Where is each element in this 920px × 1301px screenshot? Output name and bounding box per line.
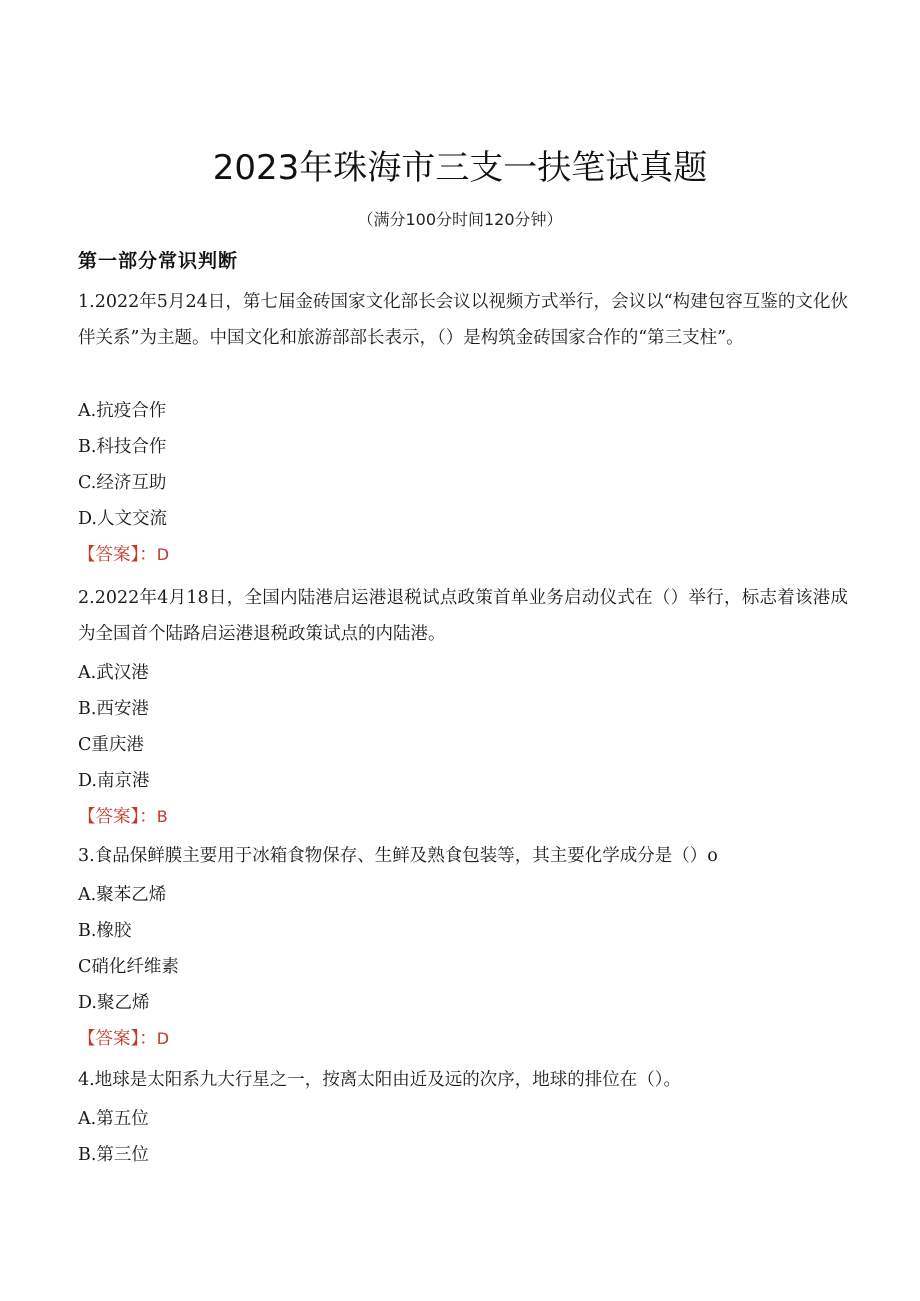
- answer-tag: 【答案】：: [78, 1029, 157, 1049]
- question-3-answer: [78, 1028, 169, 1050]
- question-1-answer: [78, 544, 169, 566]
- question-2-option-b: B.西安港: [78, 699, 149, 719]
- question-3-option-d: D.聚乙烯: [78, 993, 150, 1013]
- question-2-answer: [78, 806, 168, 828]
- question-1-option-c: C.经济互助: [78, 473, 167, 493]
- answer-value: D: [156, 545, 170, 564]
- question-4-option-b: B.第三位: [78, 1145, 149, 1165]
- question-3-option-b: B.橡胶: [78, 921, 132, 941]
- question-4-text: 4.地球是太阳系九大行星之一，按离太阳由近及远的次序，地球的排位在（）。: [78, 1070, 681, 1090]
- section-heading: 第一部分常识判断: [78, 250, 239, 272]
- question-4-option-a: A.第五位: [78, 1109, 149, 1129]
- question-1-text: 1.2022年5月24日，第七届金砖国家文化部长会议以视频方式举行，会议以“构建包容互鉴的文化伙伴关系”为主题。中国文化和旅游部部长表示，（）是构筑金砖国家合作的“第三支柱”。: [78, 292, 848, 348]
- answer-value: B: [156, 807, 168, 826]
- question-1-option-a: A.抗疫合作: [78, 401, 167, 421]
- document-subtitle: （满分100分时间120分钟）: [357, 210, 563, 229]
- answer-tag: 【答案】：: [78, 807, 157, 827]
- question-2-option-c: C重庆港: [78, 735, 144, 755]
- question-3-option-a: A.聚苯乙烯: [78, 885, 167, 905]
- question-2-text: 2.2022年4月18日，全国内陆港启运港退税试点政策首单业务启动仪式在（）举行，标志着该港成为全国首个陆路启运港退税政策试点的内陆港。: [78, 588, 848, 644]
- answer-value: D: [156, 1029, 170, 1048]
- question-3-option-c: C硝化纤维素: [78, 957, 179, 977]
- question-2-option-d: D.南京港: [78, 771, 150, 791]
- document-title: 2023年珠海市三支一扶笔试真题: [212, 148, 708, 188]
- answer-tag: 【答案】：: [78, 545, 157, 565]
- question-1-option-d: D.人文交流: [78, 509, 167, 529]
- question-3-text: 3.食品保鲜膜主要用于冰箱食物保存、生鲜及熟食包装等，其主要化学成分是（）o: [78, 846, 718, 866]
- question-2-option-a: A.武汉港: [78, 663, 149, 683]
- question-1-option-b: B.科技合作: [78, 437, 167, 457]
